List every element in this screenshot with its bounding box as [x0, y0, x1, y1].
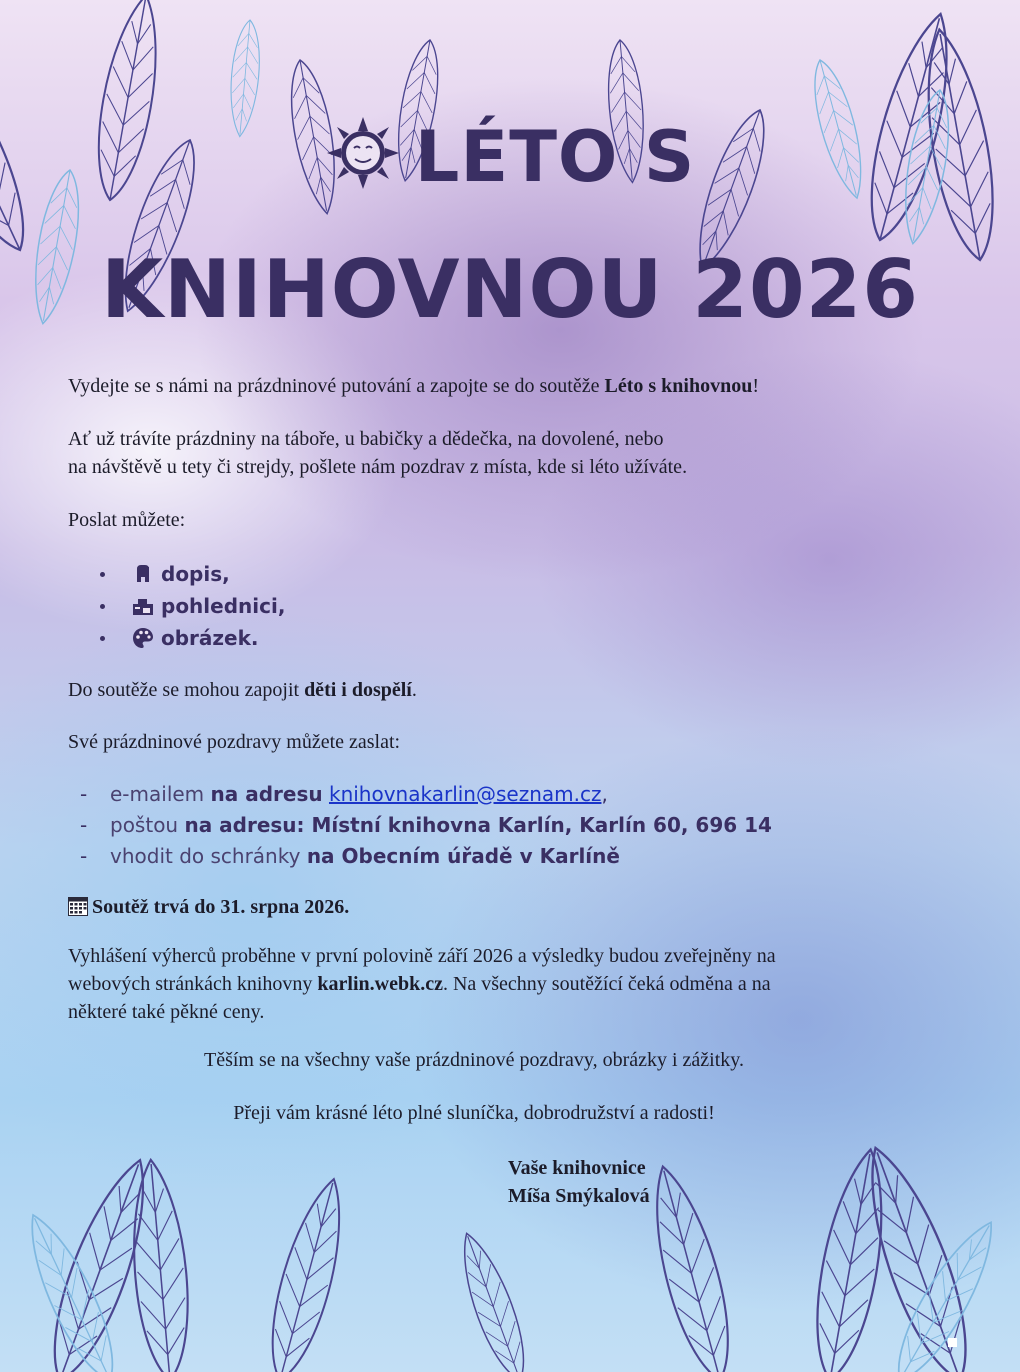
closing-line-1: Těším se na všechny vaše prázdninové pozdravy, obrázky i zážitky.	[204, 1049, 744, 1071]
list-item: - e-mailem na adresu knihovnakarlin@seznam.cz ,	[80, 781, 608, 806]
list-item: dopis,	[100, 558, 285, 590]
signature: Vaše knihovnice Míša Smýkalová	[508, 1157, 650, 1207]
list-item: - poštou na adresu: Místní knihovna Karlín, Karlín 60, 696 14	[80, 812, 772, 837]
participants-paragraph: Do soutěže se mohou zapojit děti i dospělí.	[68, 679, 417, 701]
list-item: pohlednici,	[100, 590, 285, 622]
deadline: Soutěž trvá do 31. srpna 2026.	[68, 893, 349, 921]
description-paragraph: Ať už trávíte prázdniny na táboře, u babičky a dědečka, na dovolené, nebo na návštěvě u tety či strejdy, pošlete nám pozdrav z místa, kde si léto užíváte.	[68, 428, 688, 478]
postcard-icon	[131, 594, 155, 618]
mailbox-icon	[131, 562, 155, 586]
send-label: Poslat můžete:	[68, 509, 186, 531]
website-text: karlin.webk.cz	[317, 973, 443, 995]
list-item: obrázek.	[100, 622, 285, 654]
list-item: - vhodit do schránky na Obecním úřadě v Karlíně	[80, 843, 620, 868]
sun-icon	[325, 115, 401, 191]
calendar-icon	[68, 897, 88, 916]
title-line-1	[0, 112, 1020, 202]
results-paragraph: Vyhlášení výherců proběhne v první polovině září 2026 a výsledky budou zveřejněny na webových stránkách knihovny karlin.webk.cz. Na všechny soutěžící čeká odměna a na některé také pěkné ceny.	[68, 945, 776, 1023]
email-link[interactable]: knihovnakarlin@seznam.cz	[328, 781, 602, 806]
closing-line-2: Přeji vám krásné léto plné sluníčka, dobrodružství a radosti!	[233, 1102, 715, 1124]
submit-methods-list	[80, 778, 772, 871]
title-line-2: KNIHOVNOU 2026	[101, 243, 919, 336]
palette-icon	[131, 626, 155, 650]
intro-paragraph: Vydejte se s námi na prázdninové putování a zapojte se do soutěže Léto s knihovnou!	[68, 375, 760, 397]
corner-marker	[948, 1338, 957, 1347]
title-text-1: LÉTO S	[414, 116, 696, 198]
submit-label: Své prázdninové pozdravy můžete zaslat:	[68, 731, 401, 753]
send-options-list	[100, 558, 285, 654]
